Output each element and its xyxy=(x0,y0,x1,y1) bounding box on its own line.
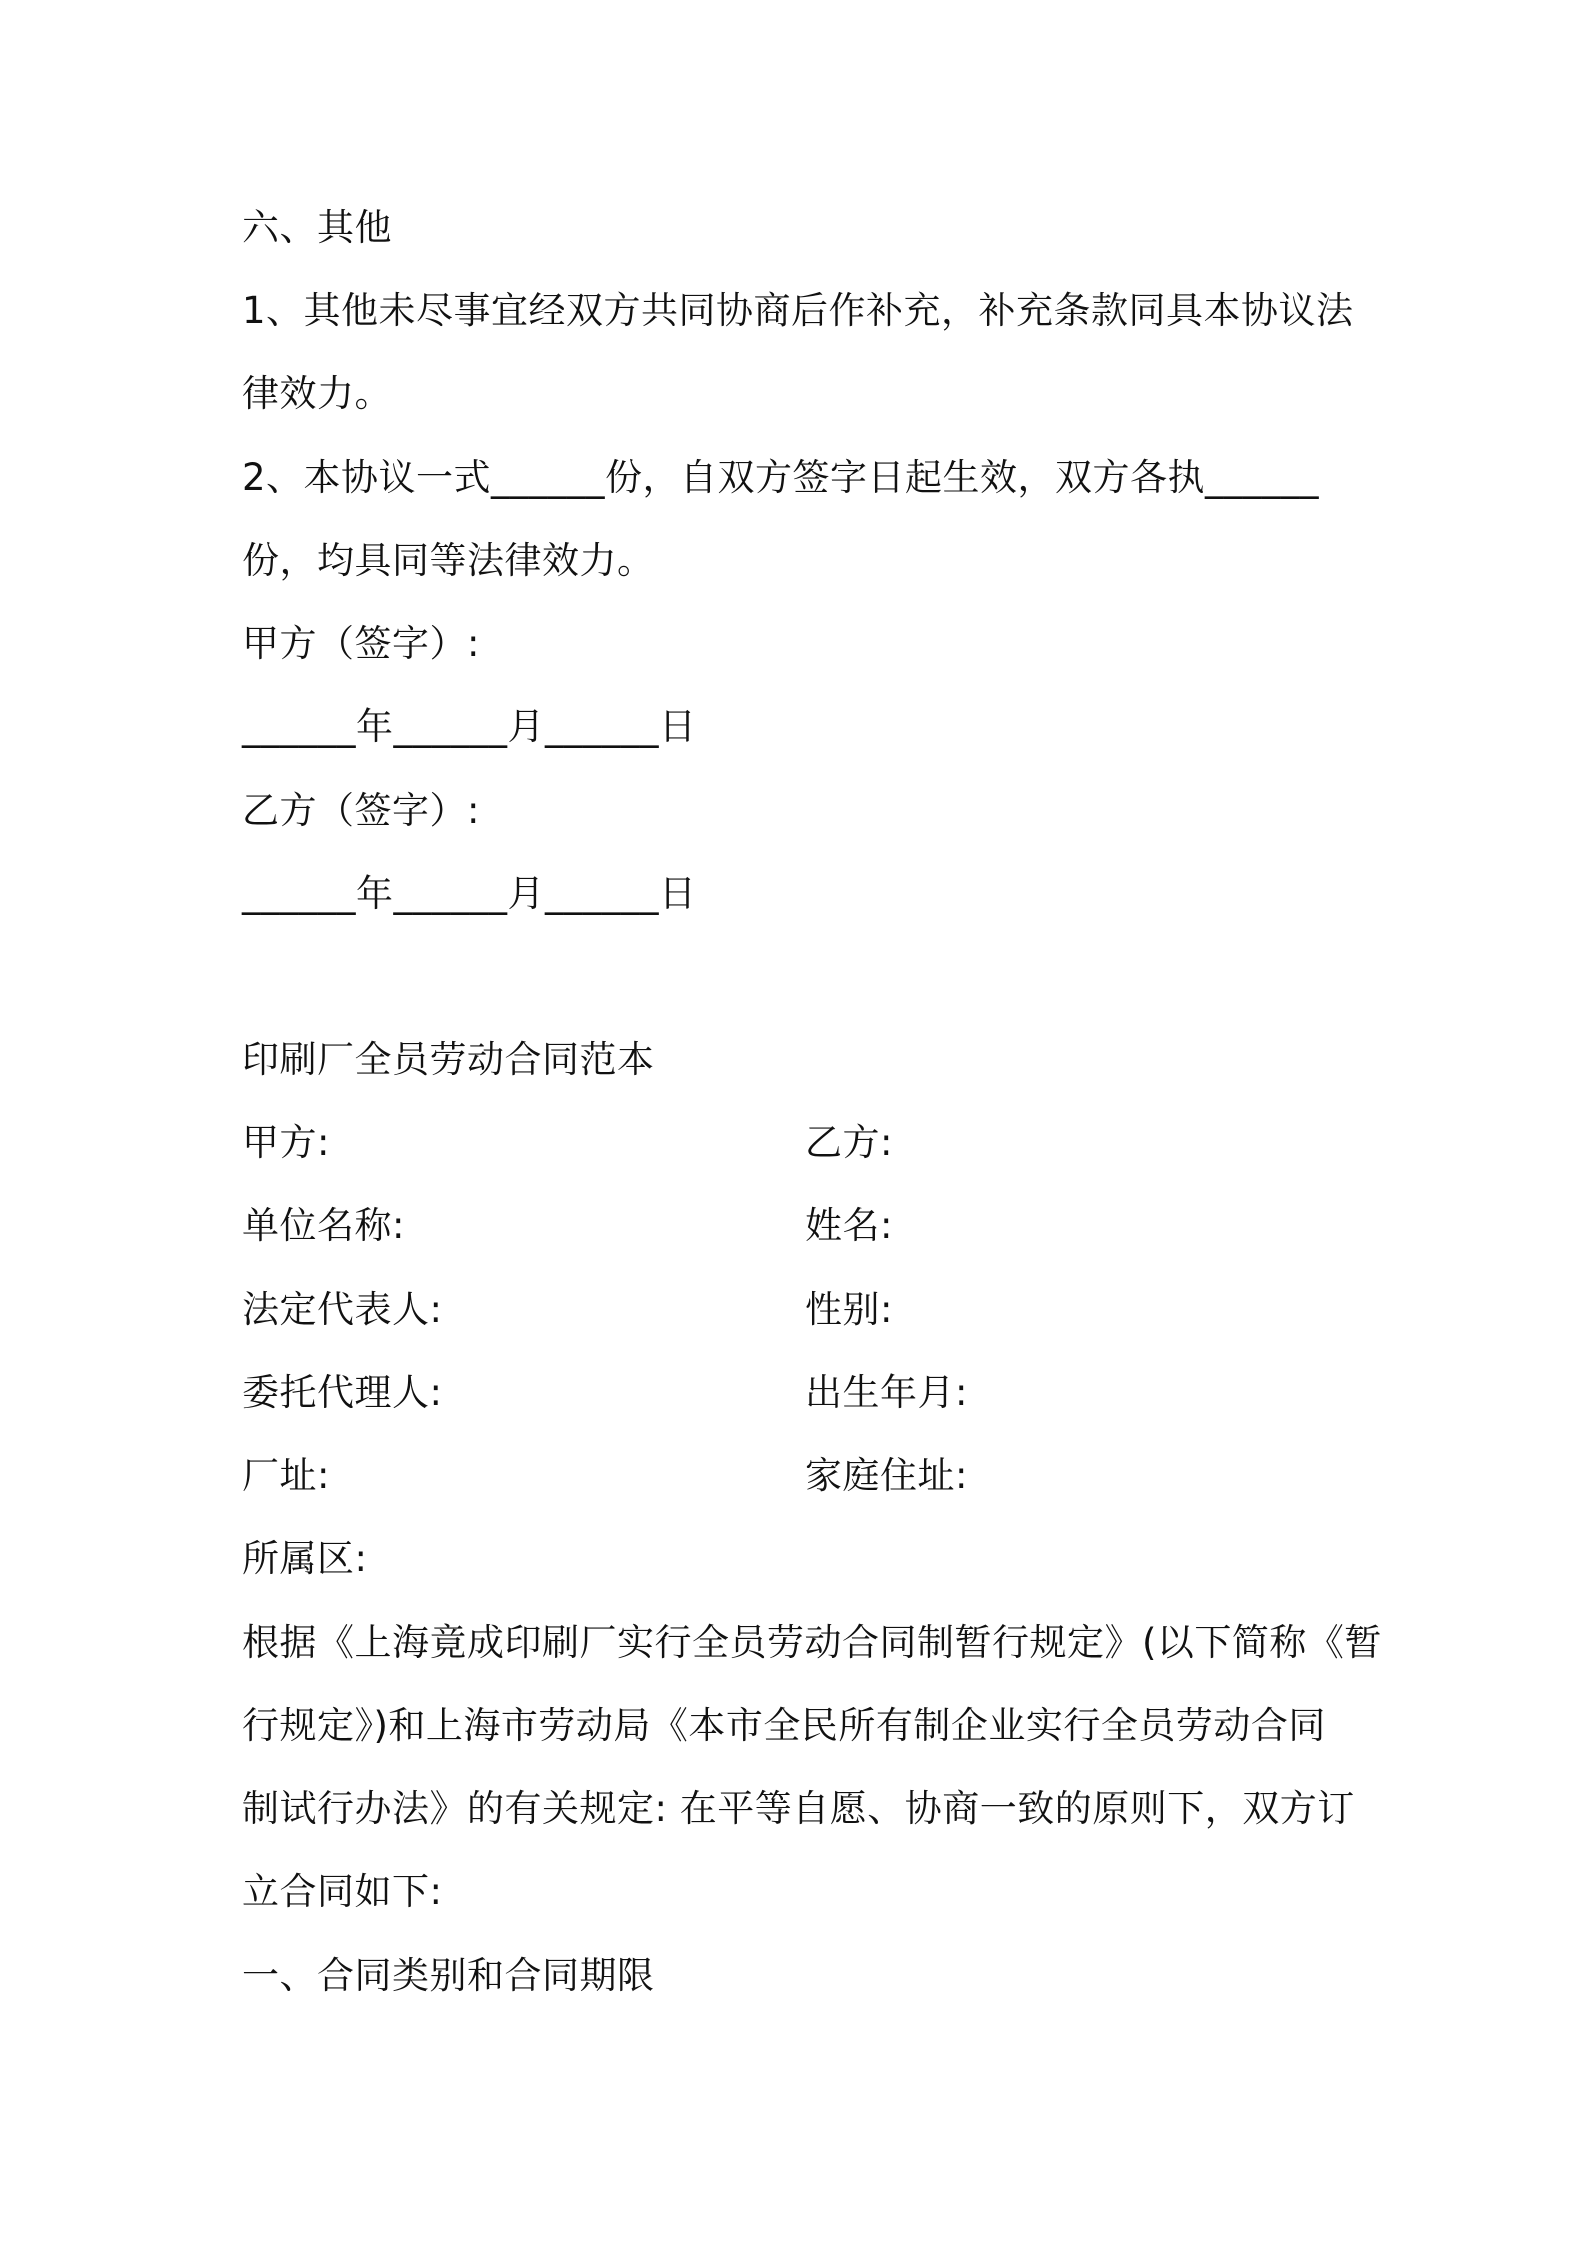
field-gender: 性别: xyxy=(805,1288,893,1331)
field-entrusted-agent: 委托代理人: xyxy=(242,1371,443,1414)
contract-title: 印刷厂全员劳动合同范本 xyxy=(242,1038,655,1081)
clause-2-line-2: 份，均具同等法律效力。 xyxy=(242,539,655,582)
clause-1-line-1: 1、其他未尽事宜经双方共同协商后作补充，补充条款同具本协议法 xyxy=(242,289,1354,332)
field-home-address: 家庭住址: xyxy=(805,1454,968,1497)
section-heading-other: 六、其他 xyxy=(242,206,392,249)
field-party-b: 乙方: xyxy=(805,1121,893,1164)
field-factory-address: 厂址: xyxy=(242,1454,330,1497)
field-legal-representative: 法定代表人: xyxy=(242,1288,443,1331)
party-b-signature: 乙方（签字）: xyxy=(242,789,480,832)
party-b-date: ______年______月______日 xyxy=(242,872,697,915)
preamble-line-3: 制试行办法》的有关规定: 在平等自愿、协商一致的原则下，双方订 xyxy=(242,1787,1355,1830)
section-heading-contract-type: 一、合同类别和合同期限 xyxy=(242,1954,655,1997)
preamble-line-4: 立合同如下: xyxy=(242,1870,443,1913)
preamble-line-2: 行规定》)和上海市劳动局《本市全民所有制企业实行全员劳动合同 xyxy=(242,1704,1326,1747)
field-party-a: 甲方: xyxy=(242,1121,330,1164)
field-district: 所属区: xyxy=(242,1537,368,1580)
field-unit-name: 单位名称: xyxy=(242,1204,405,1247)
preamble-line-1: 根据《上海竟成印刷厂实行全员劳动合同制暂行规定》(以下简称《暂 xyxy=(242,1621,1382,1664)
clause-1-line-2: 律效力。 xyxy=(242,372,392,415)
party-a-signature: 甲方（签字）: xyxy=(242,622,480,665)
party-a-date: ______年______月______日 xyxy=(242,705,697,748)
clause-2-line-1: 2、本协议一式______份，自双方签字日起生效，双方各执______ xyxy=(242,456,1320,499)
field-name: 姓名: xyxy=(805,1204,893,1247)
field-birth-date: 出生年月: xyxy=(805,1371,968,1414)
